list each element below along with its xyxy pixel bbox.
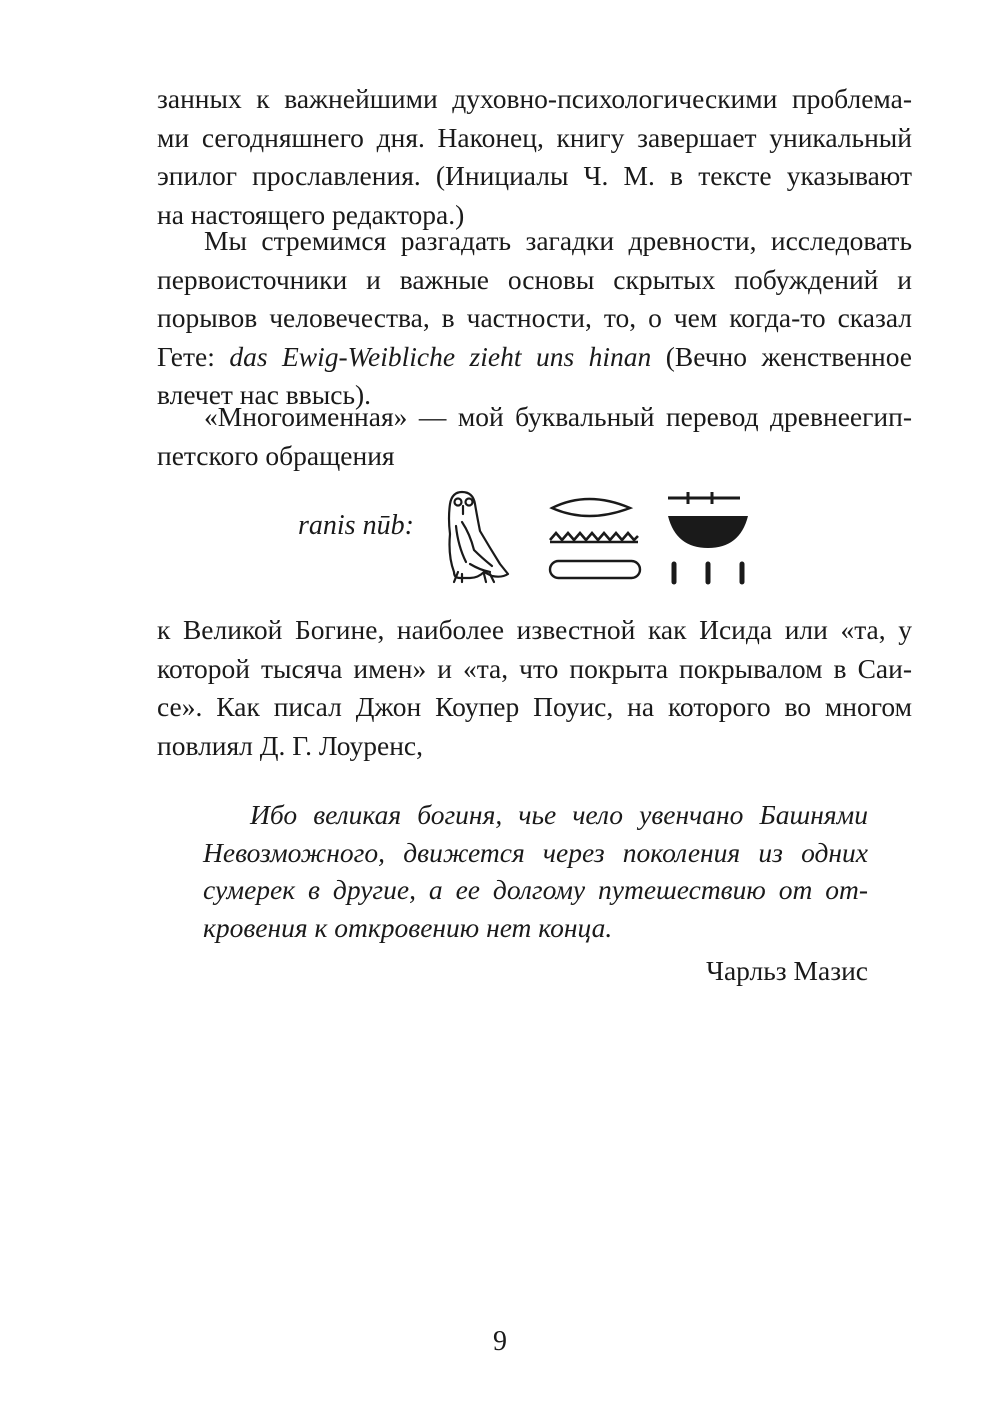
water-glyph bbox=[550, 533, 638, 542]
paragraph-1-line: на настоящего редактора.) bbox=[157, 198, 465, 230]
goethe-quote: das Ewig-Weibliche zieht uns hinan bbox=[229, 340, 652, 372]
plural-strokes-glyph bbox=[674, 564, 742, 582]
quote-line: кровения к откровению нет конца. bbox=[203, 911, 613, 943]
block-quote bbox=[203, 796, 868, 946]
courtyard-glyph bbox=[550, 561, 640, 578]
paragraph-2-line: порывов человечества, в частности, то, о чем когда-то сказал bbox=[157, 302, 912, 334]
owl-glyph bbox=[449, 492, 508, 582]
goethe-prefix: Гете: bbox=[157, 340, 230, 372]
paragraph-4-line: се». Как писал Джон Коупер Поуис, на которого во многом bbox=[157, 691, 912, 723]
paragraph-2 bbox=[157, 222, 912, 415]
paragraph-2-line: Мы стремимся разгадать загадки древности, исследовать bbox=[204, 225, 912, 256]
paragraph-2-line: влечет нас ввысь). bbox=[157, 379, 372, 411]
paragraph-1-line: ми сегодняшнего дня. Наконец, книгу завершает уникальный bbox=[157, 121, 912, 153]
quote-line: сумерек в другие, а ее долгому путешествию от от- bbox=[203, 874, 868, 905]
mouth-glyph bbox=[552, 499, 630, 516]
paragraph-2-line-goethe bbox=[157, 338, 912, 377]
paragraph-1 bbox=[157, 80, 912, 234]
transliteration: ranis nūb: bbox=[298, 510, 414, 541]
paragraph-4-line: к Великой Богине, наиболее известной как Исида или «та, у bbox=[157, 614, 912, 645]
paragraph-3 bbox=[157, 398, 912, 475]
quote-line: Невозможного, движется через поколения из одних bbox=[203, 836, 868, 868]
page-number: 9 bbox=[493, 1326, 507, 1357]
paragraph-2-line: первоисточники и важные основы скрытых побуждений и bbox=[157, 263, 912, 295]
paragraph-4 bbox=[157, 611, 912, 765]
quote-line: Ибо великая богиня, чье чело увенчано Башнями bbox=[250, 799, 868, 830]
hieroglyphs-image bbox=[440, 486, 755, 586]
paragraph-4-line: повлиял Д. Г. Лоуренс, bbox=[157, 729, 424, 761]
paragraph-1-line: эпилог прославления. (Инициалы Ч. М. в тексте указывают bbox=[157, 160, 912, 192]
paragraph-4-line: которой тысяча имен» и «та, что покрыта покрывалом в Саи- bbox=[157, 652, 912, 684]
quote-author: Чарльз Мазис bbox=[706, 955, 868, 986]
basket-glyph bbox=[668, 492, 748, 548]
paragraph-1-line: занных к важнейшими духовно-психологическими проблема- bbox=[157, 83, 912, 114]
paragraph-3-line: петского обращения bbox=[157, 439, 395, 471]
goethe-translation: (Вечно женственное bbox=[651, 340, 912, 372]
paragraph-3-line: «Многоименная» — мой буквальный перевод древнеегип- bbox=[204, 401, 912, 432]
